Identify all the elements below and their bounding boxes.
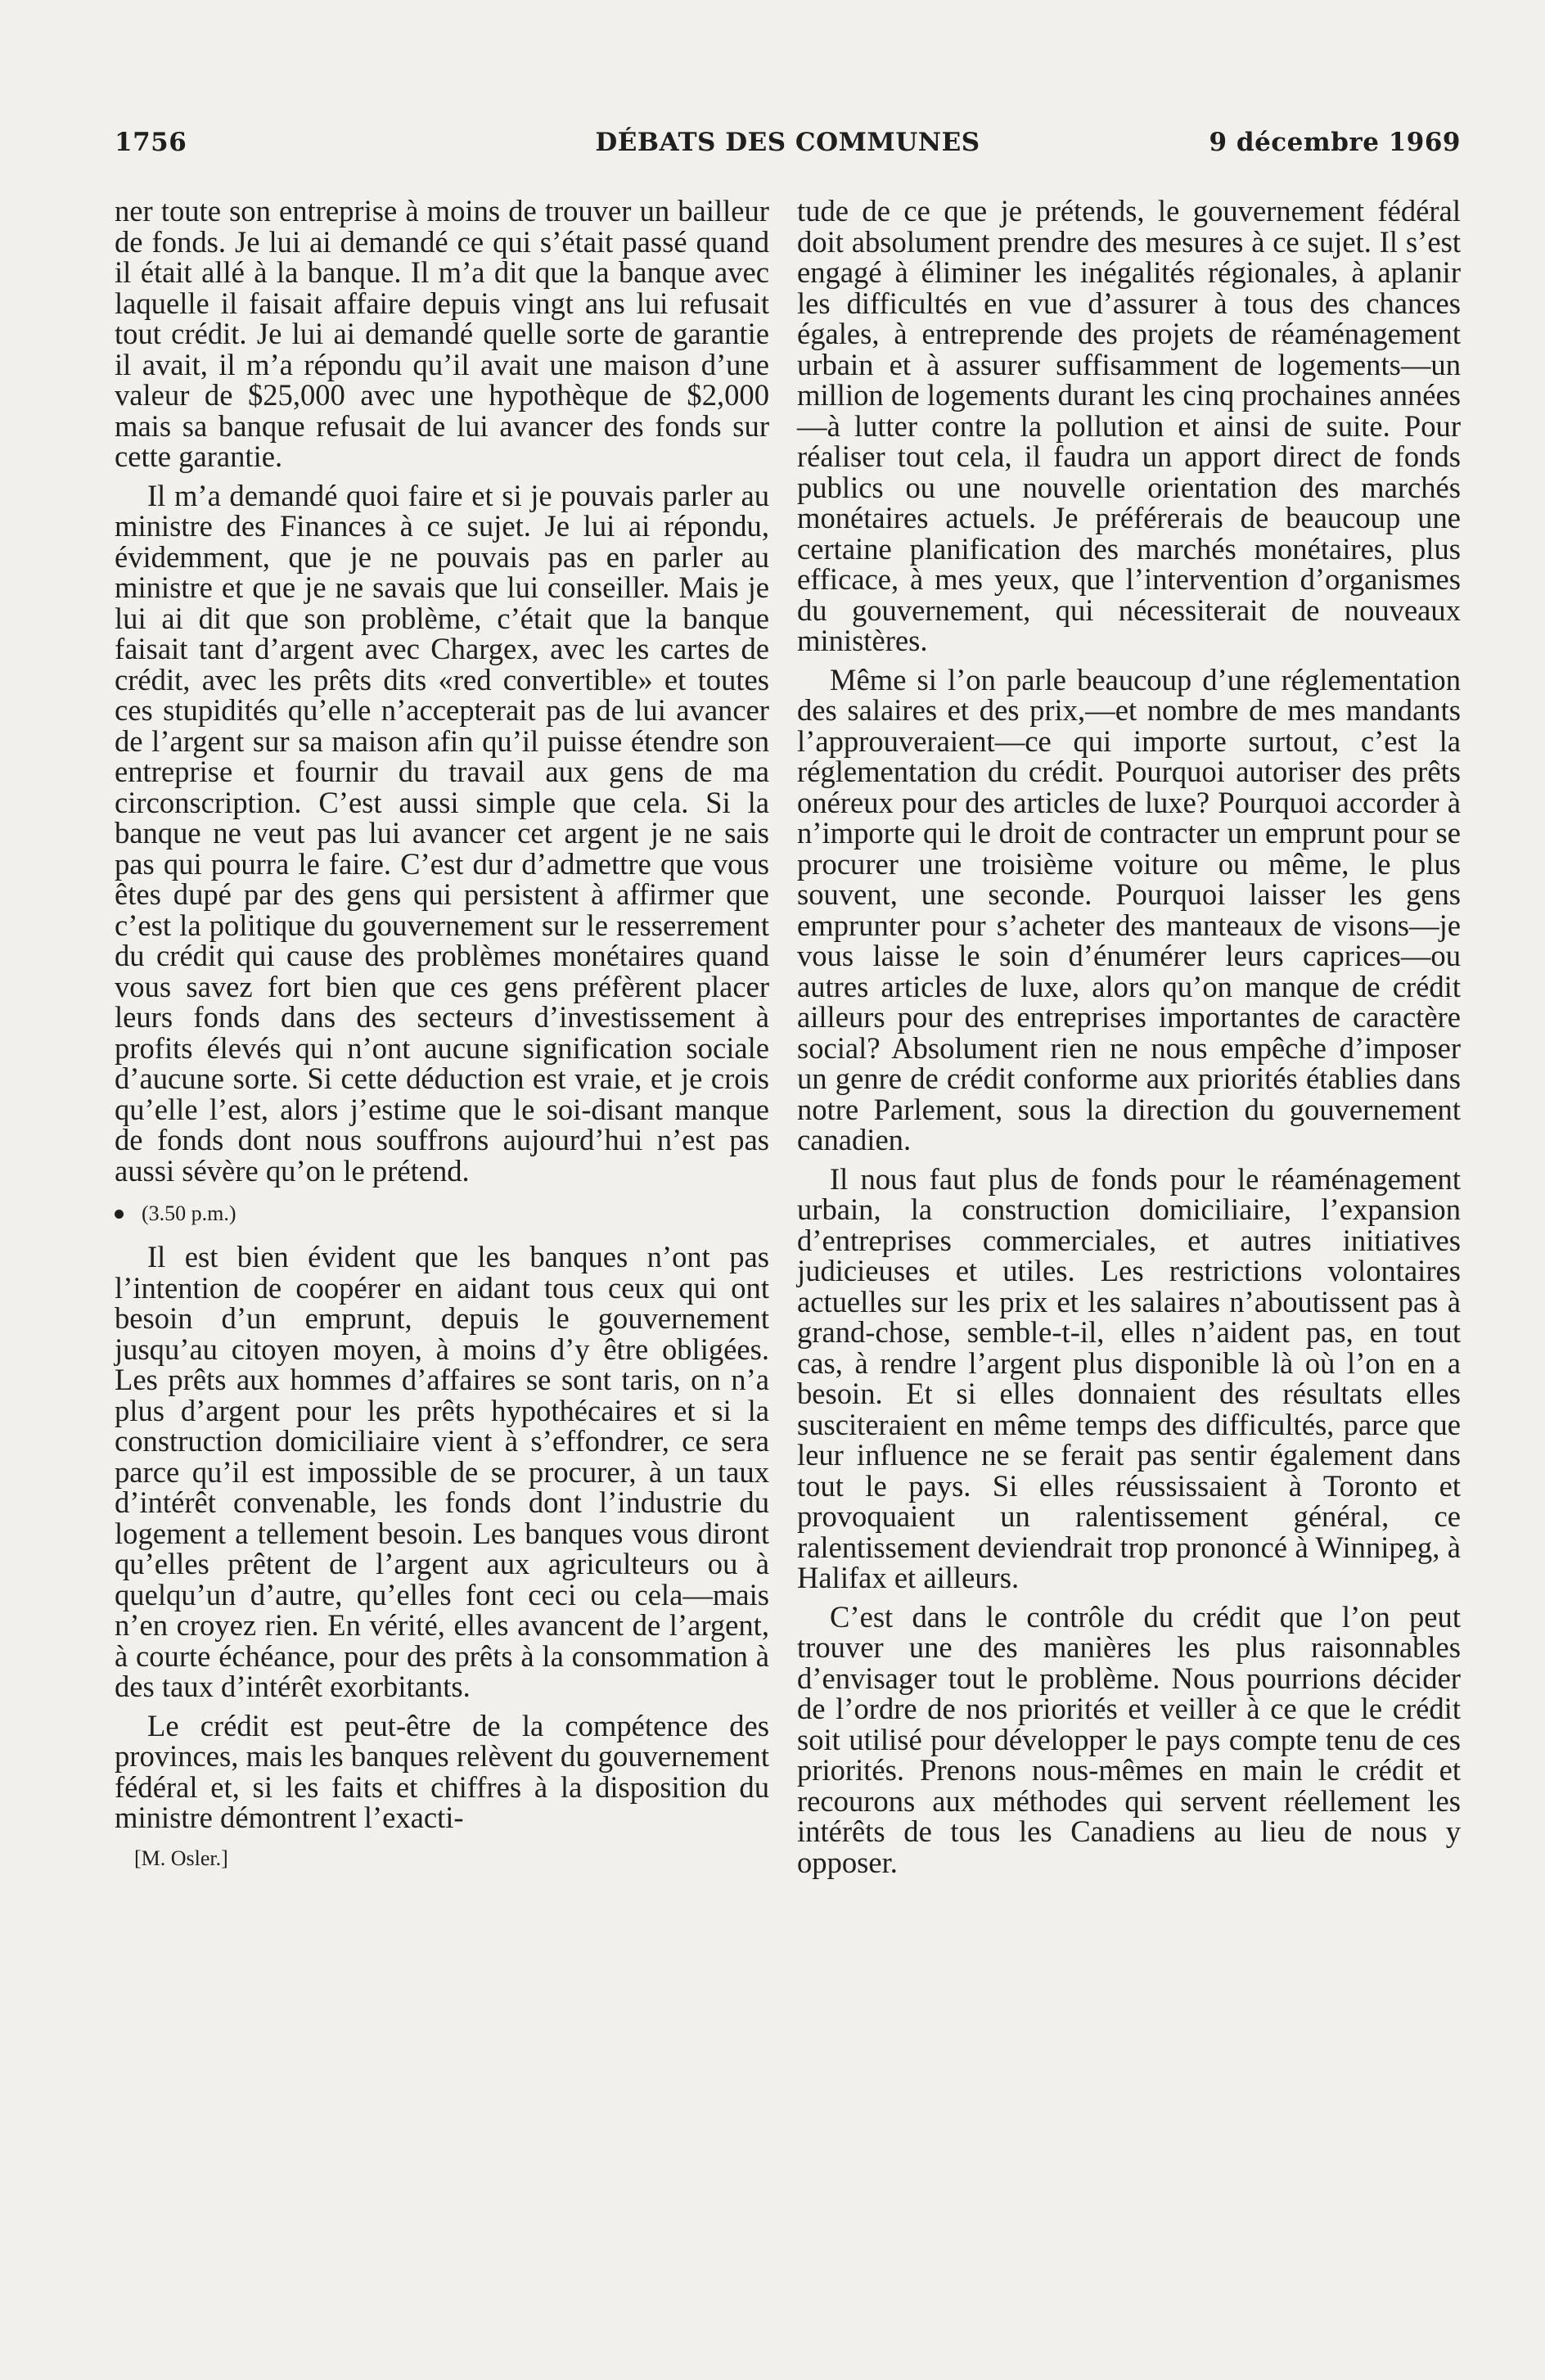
page-number: 1756 [115,128,187,157]
publication-date: 9 décembre 1969 [1209,128,1461,157]
speaker-attribution: [M. Osler.] [134,1846,228,1870]
right-column [797,196,1461,1877]
time-marker [115,1199,769,1228]
paragraph: ner toute son entreprise à moins de trouver un bailleur de fonds. Je lui ai demandé ce qui s’était passé quand il était allé à la banque. Il m’a dit que la banque avec laquelle il faisait affaire depuis vingt ans lui refusait tout crédit. Je lui ai demandé quelle sorte de garantie il avait, il m’a répondu qu’il avait une maison d’une valeur de $25,000 avec une hypothèque de $2,000 mais sa banque refusait de lui avancer des fonds sur cette garantie. [115,194,769,473]
paragraph: Il nous faut plus de fonds pour le réaménagement urbain, la construction domiciliaire, l’expansion d’entreprises commerciales, et autres initiatives judicieuses et utiles. Les restrictions volontaires actuelles sur les prix et les salaires n’aboutissent pas à grand-chose, semble-t-il, elles n’aident pas, en tout cas, à rendre l’argent plus disponible là où l’on en a besoin. Et si elles donnaient des résultats elles susciteraient en même temps des difficultés, parce que leur influence ne se ferait pas sentir également dans tout le pays. Si elles réussissaient à Toronto et provoquaient un ralentissement général, ce ralentissement deviendrait trop prononcé à Winnipeg, à Halifax et ailleurs. [797,1161,1461,1594]
paragraph: Il est bien évident que les banques n’ont pas l’intention de coopérer en aidant tous ceux qui ont besoin d’un emprunt, depuis le gouvernement jusqu’au citoyen moyen, à moins d’y être obligées. Les prêts aux hommes d’affaires se sont taris, on n’a plus d’argent pour les prêts hypothécaires et si la construction domiciliaire vient à s’effondrer, ce sera parce qu’il est impossible de se procurer, à un taux d’intérêt convenable, les fonds dont l’industrie du logement a tellement besoin. Les banques vous diront qu’elles prêtent de l’argent aux agriculteurs ou à quelqu’un d’autre, qu’elles font ceci ou cela—mais n’en croyez rien. En vérité, elles avancent de l’argent, à courte échéance, pour des prêts à la consommation à des taux d’intérêt exorbitants. [115,1240,769,1703]
paragraph: C’est dans le contrôle du crédit que l’on peut trouver une des manières les plus raisonnables d’envisager tout le problème. Nous pourrions décider de l’ordre de nos priorités et veiller à ce que le crédit soit utilisé pour développer le pays compte tenu de ces priorités. Prenons nous-mêmes en main le crédit et recourons aux méthodes qui servent réellement les intérêts de tous les Canadiens au lieu de nous y opposer. [797,1599,1461,1879]
bullet-icon [115,1210,124,1219]
paragraph: Même si l’on parle beaucoup d’une réglementation des salaires et des prix,—et nombre de mes mandants l’approuveraient—ce qui importe surtout, c’est la réglementation du crédit. Pourquoi autoriser des prêts onéreux pour des articles de luxe? Pourquoi accorder à n’importe qui le droit de contracter un emprunt pour se procurer une troisième voiture ou même, le plus souvent, une seconde. Pourquoi laisser les gens emprunter pour s’acheter des manteaux de visons—je vous laisse le soin d’énumérer leurs caprices—ou autres articles de luxe, alors qu’on manque de crédit ailleurs pour des entreprises importantes de caractère social? Absolument rien ne nous empêche d’imposer un genre de crédit conforme aux priorités établies dans notre Parlement, sous la direction du gouvernement canadien. [797,662,1461,1156]
paragraph: Le crédit est peut-être de la compétence des provinces, mais les banques relèvent du gouvernement fédéral et, si les faits et chiffres à la disposition du ministre démontrent l’exacti- [115,1708,769,1834]
page-header [115,128,1461,167]
paragraph: tude de ce que je prétends, le gouvernement fédéral doit absolument prendre des mesures à ce sujet. Il s’est engagé à éliminer les inégalités régionales, à aplanir les difficultés en vue d’assurer à tous des chances égales, à entreprende des projets de réaménagement urbain et à assurer suffisamment de logements—un million de logements durant les cinq prochaines années—à lutter contre la pollution et ainsi de suite. Pour réaliser tout cela, il faudra un apport direct de fonds publics ou une nouvelle orientation des marchés monétaires actuels. Je préférerais de beaucoup une certaine planification des marchés monétaires, plus efficace, à mes yeux, que l’intervention d’organismes du gouvernement, qui nécessiterait de nouveaux ministères. [797,194,1461,657]
paragraph: Il m’a demandé quoi faire et si je pouvais parler au ministre des Finances à ce sujet. Je lui ai répondu, évidemment, que je ne pouvais pas en parler au ministre et que je ne savais que lui conseiller. Mais je lui ai dit que son problème, c’était que la banque faisait tant d’argent avec Chargex, avec les cartes de crédit, avec les prêts dits «red convertible» et toutes ces stupidités qu’elle n’accepterait pas de lui avancer de l’argent sur sa maison afin qu’il puisse étendre son entreprise et fournir du travail aux gens de ma circonscription. C’est aussi simple que cela. Si la banque ne veut pas lui avancer cet argent je ne sais pas qui pourra le faire. C’est dur d’admettre que vous êtes dupé par des gens qui persistent à affirmer que c’est la politique du gouvernement sur le resserrement du crédit qui cause des problèmes monétaires quand vous savez fort bien que ces gens préfèrent placer leurs fonds dans des secteurs d’investissement à profits élevés qui n’ont aucune signification sociale d’aucune sorte. Si cette déduction est vraie, et je crois qu’elle l’est, alors j’estime que le soi-disant manque de fonds dont nous souffrons aujourd’hui n’est pas aussi sévère qu’on le prétend. [115,478,769,1188]
publication-title: DÉBATS DES COMMUNES [595,128,980,157]
timestamp-text: (3.50 p.m.) [142,1201,236,1225]
left-column [115,196,769,1873]
